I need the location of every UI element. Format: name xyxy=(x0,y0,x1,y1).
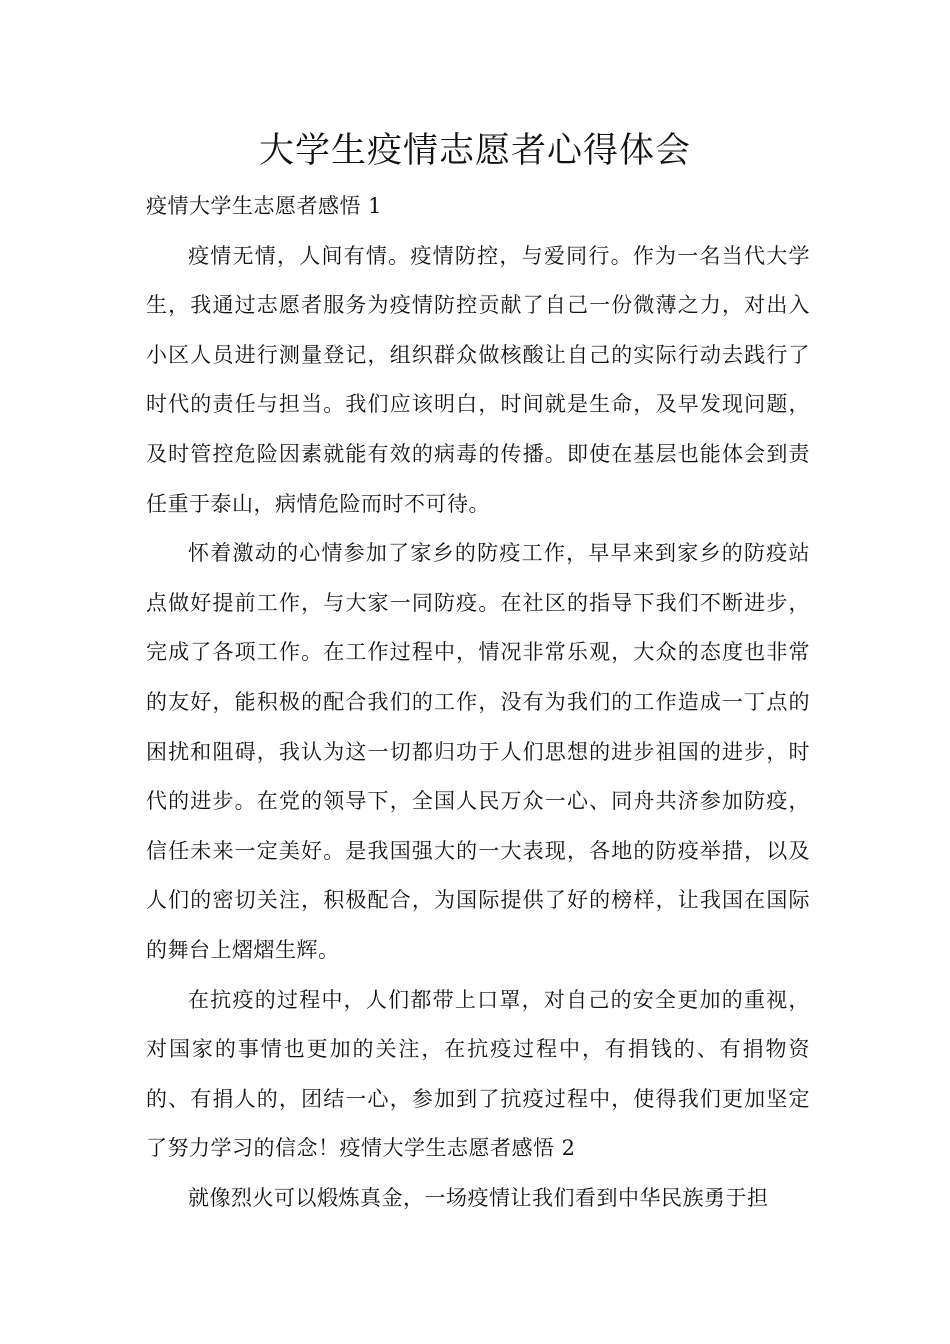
document-title: 大学生疫情志愿者心得体会 xyxy=(258,131,691,171)
document-body xyxy=(146,182,810,1223)
paragraph-1: 疫情无情，人间有情。疫情防控，与爱同行。作为一名当代大学生，我通过志愿者服务为疫情防控贡献了自己一份微薄之力，对出入小区人员进行测量登记，组织群众做核酸让自己的实际行动去践行了时代的责任与担当。我们应该明白，时间就是生命，及早发现问题，及时管控危险因素就能有效的病毒的传播。即使在基层也能体会到责任重于泰山，病情危险而时不可待。 xyxy=(146,243,810,516)
paragraph-4: 就像烈火可以煅炼真金，一场疫情让我们看到中华民族勇于担 xyxy=(188,1185,769,1210)
section-heading: 疫情大学生志愿者感悟 1 xyxy=(146,194,383,218)
paragraph-2: 怀着激动的心情参加了家乡的防疫工作，早早来到家乡的防疫站点做好提前工作，与大家一同防疫。在社区的指导下我们不断进步，完成了各项工作。在工作过程中，情况非常乐观，大众的态度也非常的友好，能积极的配合我们的工作，没有为我们的工作造成一丁点的困扰和阻碍，我认为这一切都归功于人们思想的进步祖国的进步，时代的进步。在党的领导下，全国人民万众一心、同舟共济参加防疫，信任未来一定美好。是我国强大的一大表现，各地的防疫举措，以及人们的密切关注，积极配合，为国际提供了好的榜样，让我国在国际的舞台上熠熠生辉。 xyxy=(146,541,810,962)
paragraph-3: 在抗疫的过程中，人们都带上口罩，对自己的安全更加的重视，对国家的事情也更加的关注，在抗疫过程中，有捐钱的、有捐物资的、有捐人的，团结一心，参加到了抗疫过程中，使得我们更加坚定了努力学习的信念！疫情大学生志愿者感悟 2 xyxy=(146,987,810,1161)
